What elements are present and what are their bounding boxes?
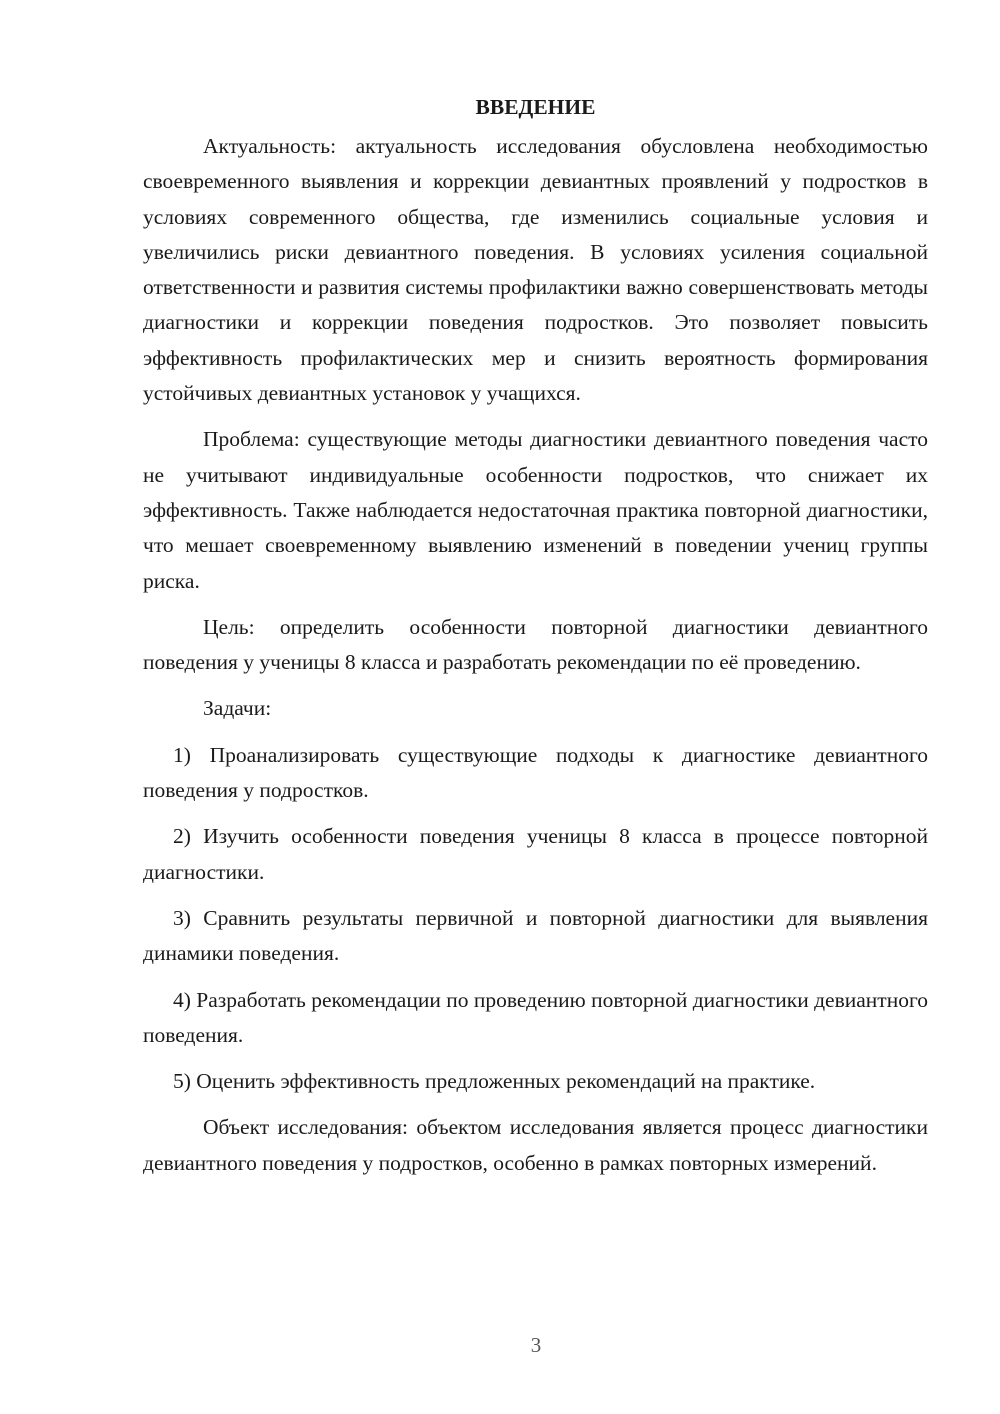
task-item-4: 4) Разработать рекомендации по проведению повторной диагностики девиантного поведения. (143, 987, 928, 1047)
task-item-3: 3) Сравнить результаты первичной и повторной диагностики для выявления динамики поведения. (143, 905, 928, 966)
relevance-paragraph: Актуальность: актуальность исследования обусловлена необходимостью своевременного выявления и коррекции девиантных проявлений у подростков в условиях современного общества, где изменились социальные условия и увеличились риски девиантного поведения. В условиях усиления социальной ответственности и развития системы профилактики важно совершенствовать методы диагностики и коррекции поведения подростков. Это позволяет повысить эффективность профилактических мер и снизить вероятность формирования устойчивых девиантных установок у учащихся. (143, 134, 928, 406)
problem-paragraph: Проблема: существующие методы диагностики девиантного поведения часто не учитывают индивидуальные особенности подростков, что снижает их эффективность. Также наблюдается недостаточная практика повторной диагностики, что мешает своевременному выявлению изменений в поведении учениц группы риска. (143, 427, 928, 593)
task-item-5: 5) Оценить эффективность предложенных рекомендаций на практике. (173, 1069, 816, 1094)
tasks-label: Задачи: (203, 696, 272, 721)
section-heading: ВВЕДЕНИЕ (475, 95, 596, 119)
document-page (143, 90, 928, 1192)
task-item-2: 2) Изучить особенности поведения ученицы 8 класса в процессе повторной диагностики. (143, 824, 928, 884)
page-number: 3 (530, 1333, 542, 1357)
goal-paragraph: Цель: определить особенности повторной диагностики девиантного поведения у ученицы 8 класса и разработать рекомендации по её проведению. (143, 614, 928, 675)
task-item-1: 1) Проанализировать существующие подходы к диагностике девиантного поведения у подростков. (143, 742, 928, 803)
object-paragraph: Объект исследования: объектом исследования является процесс диагностики девиантного поведения у подростков, особенно в рамках повторных измерений. (143, 1115, 928, 1175)
